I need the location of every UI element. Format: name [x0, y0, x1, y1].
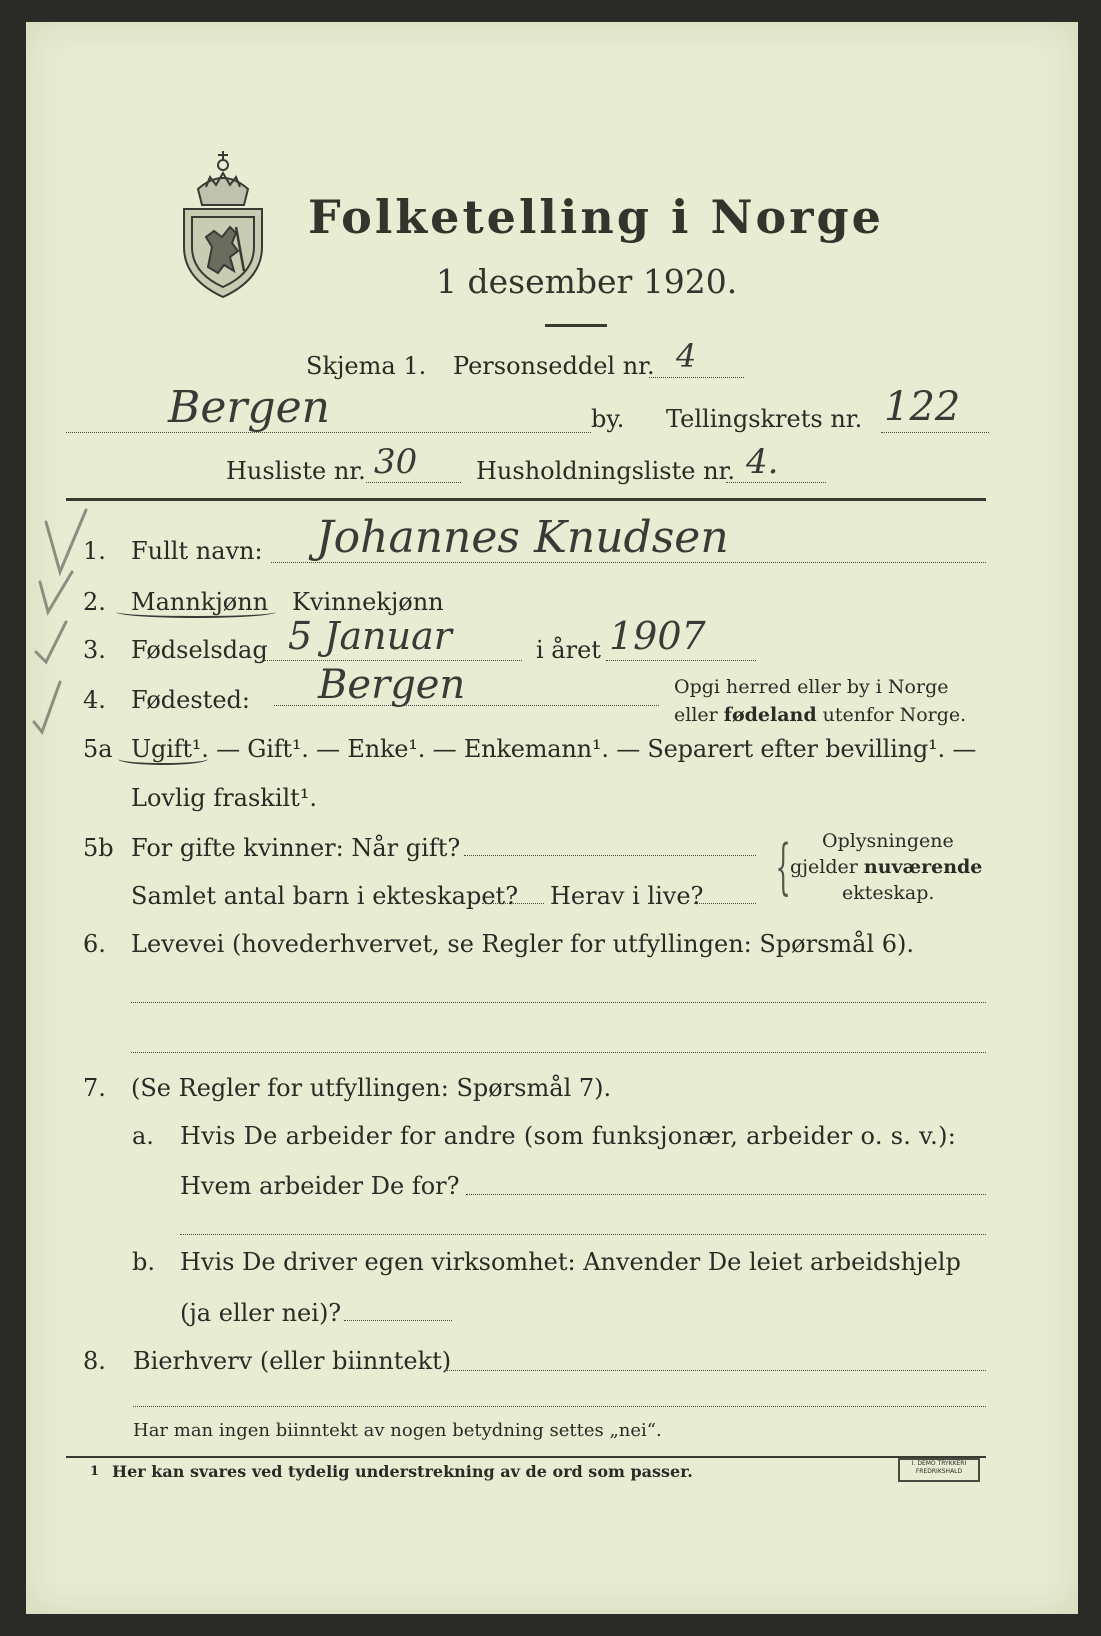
q5a-options: Ugift¹. — Gift¹. — Enke¹. — Enkemann¹. — Separert efter bevilling¹. — — [131, 735, 977, 763]
q7a-text: Hvis De arbeider for andre (som funksjonær, arbeider o. s. v.): — [180, 1122, 957, 1150]
q7b-line — [344, 1320, 452, 1321]
q5b-number: 5b — [83, 834, 114, 862]
q3-year-value: 1907 — [609, 614, 706, 658]
q7-number: 7. — [83, 1074, 106, 1102]
q5b-note-line2: gjelder nuværende — [790, 856, 983, 878]
q3-number: 3. — [83, 636, 106, 664]
census-form — [26, 22, 1078, 1614]
husliste-value: 30 — [374, 442, 418, 482]
q1-number: 1. — [83, 537, 106, 565]
schema-label: Skjema 1. — [306, 352, 427, 380]
tellingskrets-value: 122 — [884, 384, 961, 430]
q4-label: Fødested: — [131, 686, 250, 714]
q6-text: Levevei (hovederhvervet, se Regler for utfyllingen: Spørsmål 6). — [131, 930, 915, 958]
q6-line-2 — [131, 1052, 986, 1053]
q3-year-label: i året — [536, 636, 601, 664]
footnote-text: Her kan svares ved tydelig understrekning av de ord som passer. — [112, 1462, 693, 1481]
q8-note: Har man ingen biinntekt av nogen betydning settes „nei“. — [133, 1420, 662, 1441]
husliste-line — [366, 482, 461, 483]
q7a-number: a. — [132, 1122, 154, 1150]
q8-line-2 — [133, 1406, 986, 1407]
q5b-alive-line — [694, 903, 756, 904]
stamp-line2: FREDRIKSHALD — [915, 1468, 963, 1475]
q7a-line-2 — [180, 1234, 986, 1235]
q5a-ugift-underline — [118, 753, 208, 765]
q5a-number: 5a — [83, 735, 113, 763]
stamp-line1: I. DEMO TRYKKERI — [911, 1460, 967, 1467]
husholdning-value: 4. — [746, 442, 779, 482]
q5b-alive-label: Herav i live? — [550, 882, 704, 910]
q2-female: Kvinnekjønn — [292, 588, 444, 616]
q7b-number: b. — [132, 1248, 155, 1276]
q1-value: Johannes Knudsen — [316, 512, 729, 563]
q7b-text2: (ja eller nei)? — [180, 1299, 342, 1327]
census-date: 1 desember 1920. — [436, 262, 738, 301]
q7a-line-1 — [466, 1194, 986, 1195]
printer-stamp — [898, 1458, 980, 1482]
by-label: by. — [591, 405, 625, 433]
q5a-options-line2: Lovlig fraskilt¹. — [131, 784, 318, 812]
husholdning-line — [726, 482, 826, 483]
q3-day-line — [264, 660, 522, 661]
q6-line-1 — [131, 1002, 986, 1003]
q4-number: 4. — [83, 686, 106, 714]
husholdning-label: Husholdningsliste nr. — [476, 457, 735, 485]
q1-label: Fullt navn: — [131, 537, 263, 565]
q8-line-1 — [444, 1370, 986, 1371]
q4-value: Bergen — [318, 662, 466, 708]
q5b-note-line1: Oplysningene — [822, 830, 954, 852]
tellingskrets-line — [881, 432, 989, 433]
q5b-brace: { — [775, 832, 791, 902]
personseddel-line — [649, 377, 744, 378]
q2-number: 2. — [83, 588, 106, 616]
footnote-mark: 1 — [90, 1464, 100, 1479]
q5b-children-line — [482, 903, 544, 904]
city-value: Bergen — [168, 382, 330, 433]
footnote-rule — [66, 1456, 986, 1458]
header-rule — [66, 498, 986, 501]
q8-text: Bierhverv (eller biinntekt) — [133, 1347, 452, 1375]
form-title: Folketelling i Norge — [308, 190, 884, 244]
q4-note-line1: Opgi herred eller by i Norge — [674, 676, 949, 698]
q3-year-line — [606, 660, 756, 661]
q5b-note-line3: ekteskap. — [842, 882, 935, 904]
q2-male: Mannkjønn — [131, 588, 269, 616]
personseddel-label: Personseddel nr. — [453, 352, 655, 380]
tellingskrets-label: Tellingskrets nr. — [666, 405, 863, 433]
q4-note-line2: eller fødeland utenfor Norge. — [674, 704, 967, 726]
title-divider — [545, 324, 607, 327]
personseddel-value: 4 — [676, 337, 697, 375]
husliste-label: Husliste nr. — [226, 457, 366, 485]
q5b-married-label: For gifte kvinner: Når gift? — [131, 834, 461, 862]
q5b-children-label: Samlet antal barn i ekteskapet? — [131, 882, 519, 910]
norway-coat-of-arms-icon — [178, 147, 268, 299]
q2-male-underline — [116, 606, 276, 618]
q7b-text: Hvis De driver egen virksomhet: Anvender De leiet arbeidshjelp — [180, 1248, 961, 1276]
q5b-married-line — [464, 855, 756, 856]
q7a-text2: Hvem arbeider De for? — [180, 1172, 460, 1200]
q8-number: 8. — [83, 1347, 106, 1375]
q3-day-value: 5 Januar — [288, 614, 452, 658]
q7-text: (Se Regler for utfyllingen: Spørsmål 7). — [131, 1074, 612, 1102]
q3-label: Fødselsdag — [131, 636, 268, 664]
q6-number: 6. — [83, 930, 106, 958]
